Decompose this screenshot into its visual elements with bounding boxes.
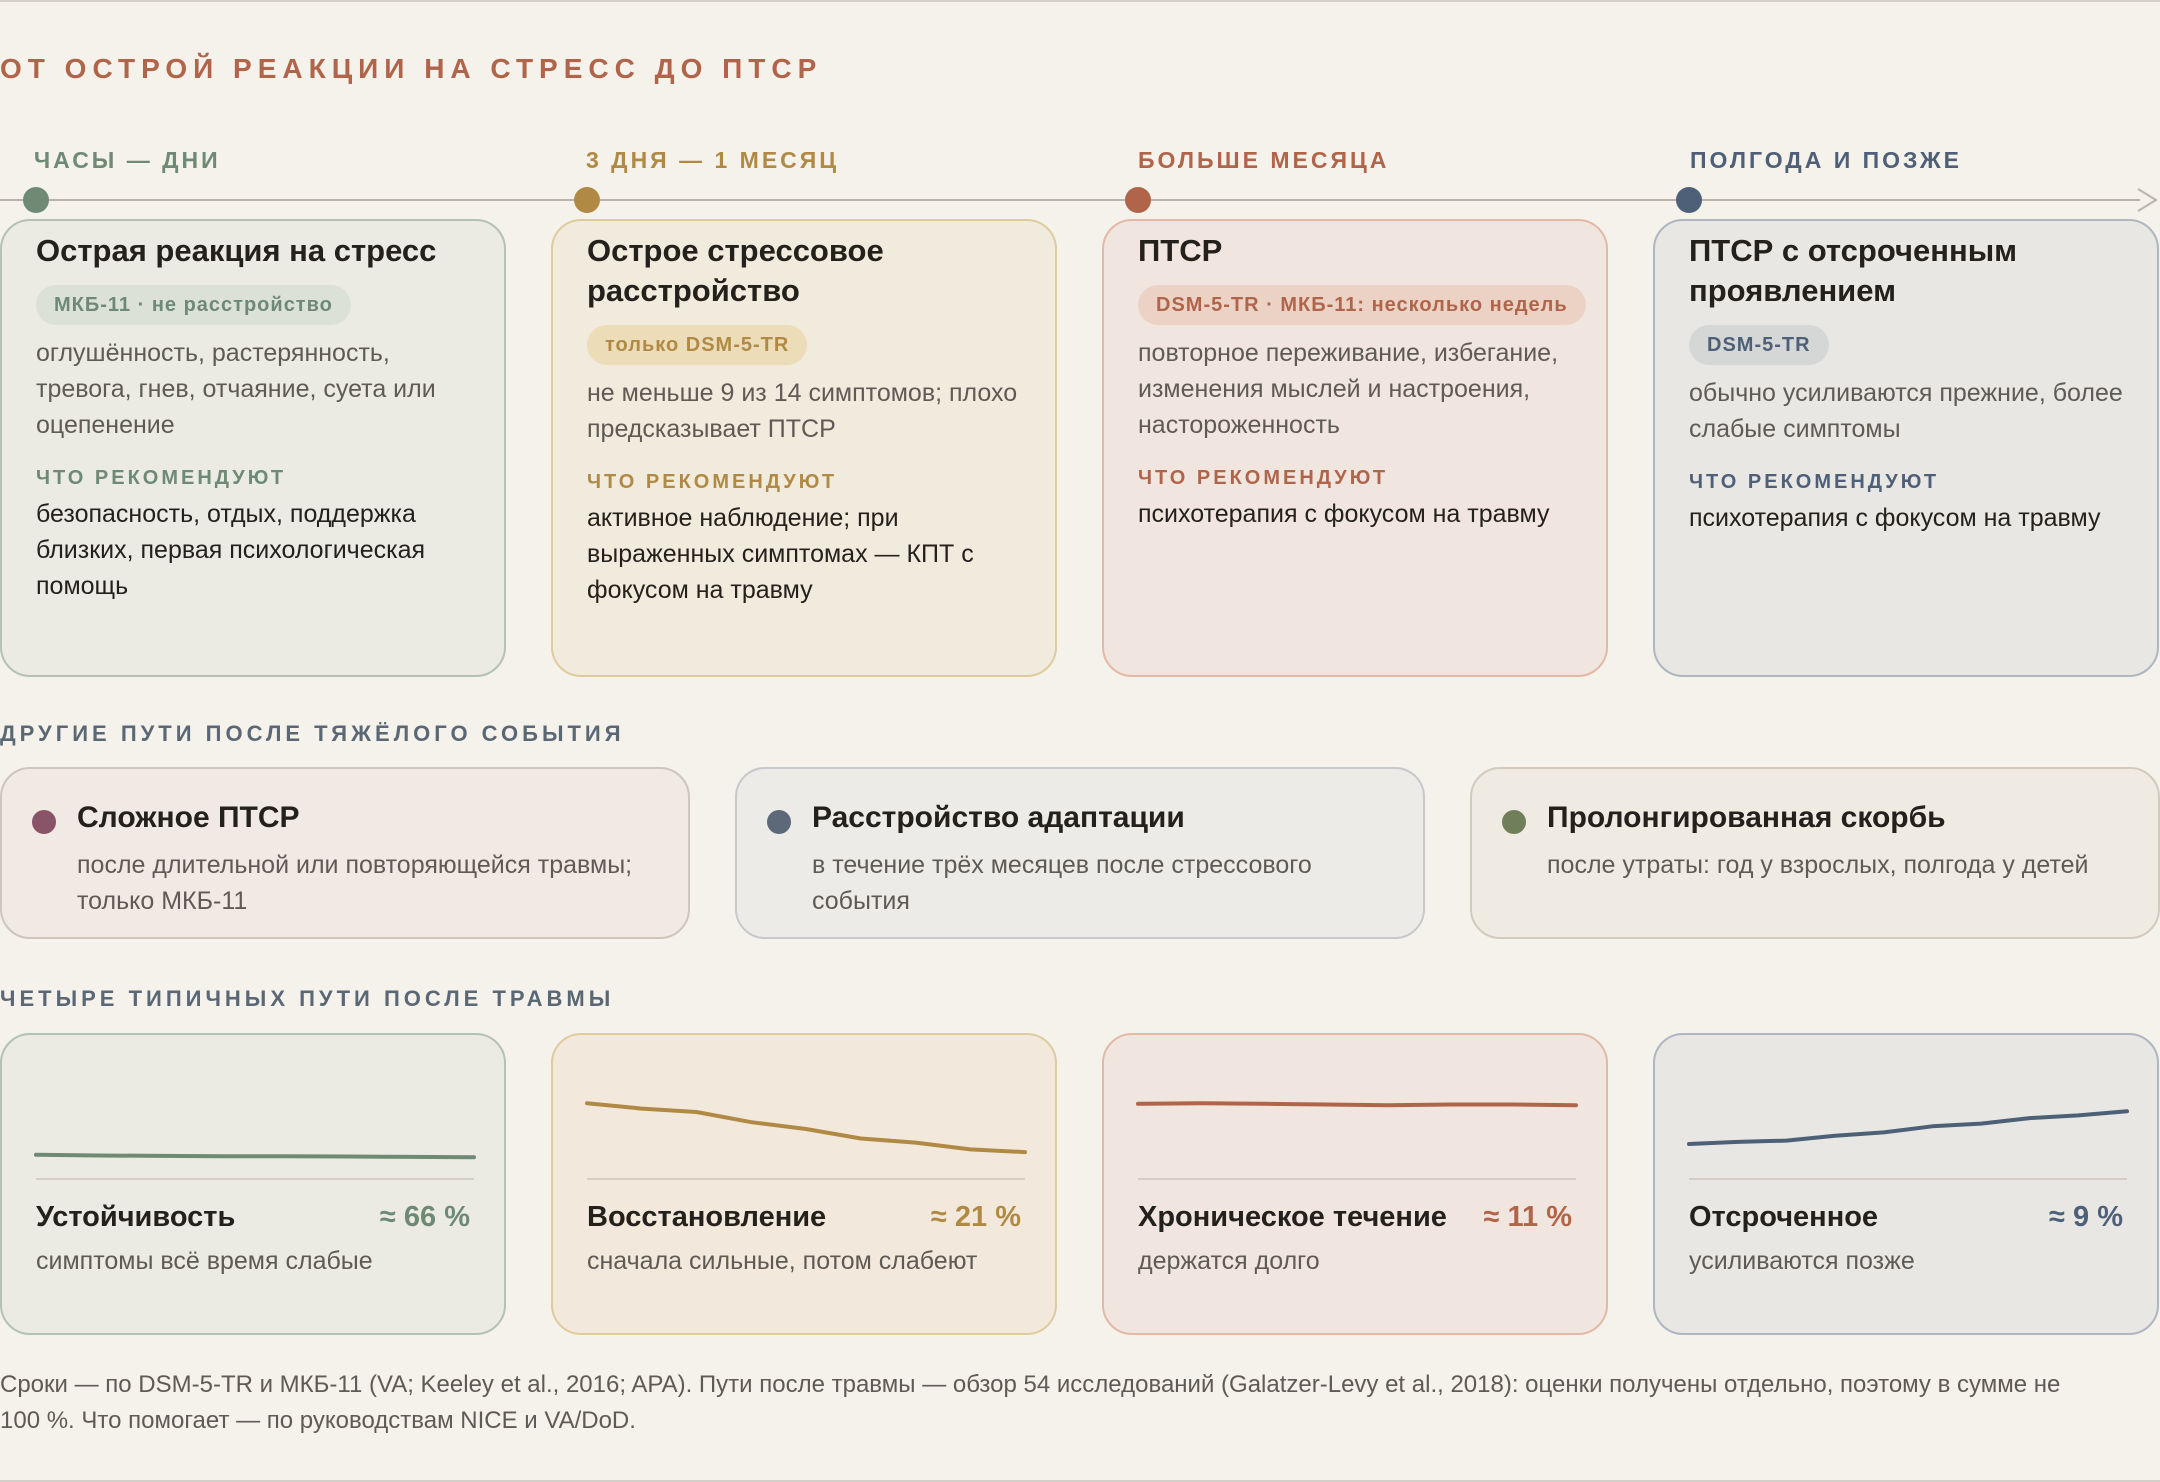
- timeline-period-label: БОЛЬШЕ МЕСЯЦА: [1138, 147, 1390, 173]
- classification-badge: только DSM-5-TR: [587, 325, 807, 365]
- trajectory-curve: [36, 1155, 474, 1157]
- trajectory-curve: [1689, 1111, 2127, 1144]
- trajectory-description: симптомы всё время слабые: [36, 1247, 373, 1275]
- timeline-marker: [1125, 187, 1151, 213]
- recommendation-text: психотерапия с фокусом на травму: [1138, 500, 1550, 528]
- recommendation-label: ЧТО РЕКОМЕНДУЮТ: [1689, 471, 1940, 493]
- timeline-period-label: 3 ДНЯ — 1 МЕСЯЦ: [586, 147, 840, 173]
- timeline-arrow-icon: [2126, 186, 2160, 214]
- trajectory-name: Хроническое течение: [1138, 1201, 1447, 1233]
- other-paths-heading: ДРУГИЕ ПУТИ ПОСЛЕ ТЯЖЁЛОГО СОБЫТИЯ: [0, 721, 625, 746]
- timeline-marker: [1676, 187, 1702, 213]
- path-marker: [32, 810, 56, 834]
- trajectory-share: ≈ 11 %: [1483, 1201, 1572, 1233]
- path-card-adjustment-disorder: [735, 767, 1425, 939]
- trajectory-share: ≈ 9 %: [2049, 1201, 2123, 1233]
- path-description: после утраты: год у взрослых, полгода у детей: [1547, 851, 2089, 879]
- classification-badge: DSM-5-TR · МКБ-11: несколько недель: [1138, 285, 1586, 325]
- stage-description: повторное переживание, избегание, изменения мыслей и настроения, настороженность: [1138, 339, 1559, 439]
- recommendation-label: ЧТО РЕКОМЕНДУЮТ: [587, 471, 838, 493]
- stage-card-acute-reaction: [0, 219, 506, 677]
- page-title: ОТ ОСТРОЙ РЕАКЦИИ НА СТРЕСС ДО ПТСР: [0, 53, 823, 84]
- trajectory-chart: [2, 1035, 508, 1195]
- stage-description: обычно усиливаются прежние, более слабые симптомы: [1689, 379, 2123, 443]
- trajectory-description: держатся долго: [1138, 1247, 1320, 1275]
- trajectory-chart: [1655, 1035, 2160, 1195]
- recommendation-label: ЧТО РЕКОМЕНДУЮТ: [1138, 467, 1389, 489]
- timeline-period-label: ЧАСЫ — ДНИ: [34, 147, 221, 173]
- trajectory-chart: [1104, 1035, 1610, 1195]
- trajectory-share: ≈ 21 %: [930, 1201, 1021, 1233]
- path-description: в течение трёх месяцев после стрессового события: [812, 851, 1312, 915]
- stage-title: Острая реакция на стресс: [36, 233, 437, 268]
- path-description: после длительной или повторяющейся травмы; только МКБ-11: [77, 851, 633, 915]
- top-border: [0, 0, 2160, 2]
- recommendation-text: активное наблюдение; при выраженных симптомах — КПТ с фокусом на травму: [587, 504, 974, 604]
- trajectory-card-resilience: [0, 1033, 506, 1335]
- divider: [587, 1178, 1025, 1180]
- recommendation-label: ЧТО РЕКОМЕНДУЮТ: [36, 467, 287, 489]
- recommendation-text: безопасность, отдых, поддержка близких, первая психологическая помощь: [36, 500, 426, 600]
- path-title: Сложное ПТСР: [77, 801, 300, 834]
- timeline-axis: [0, 199, 2140, 201]
- stage-card-delayed-ptsd: [1653, 219, 2159, 677]
- trajectory-card-chronic: [1102, 1033, 1608, 1335]
- trajectory-description: усиливаются позже: [1689, 1247, 1915, 1275]
- stage-title: ПТСР с отсроченным проявлением: [1689, 233, 2018, 308]
- path-marker: [1502, 810, 1526, 834]
- trajectory-name: Отсроченное: [1689, 1201, 1879, 1233]
- path-title: Расстройство адаптации: [812, 801, 1185, 834]
- path-title: Пролонгированная скорбь: [1547, 801, 1946, 834]
- stage-title: Острое стрессовое расстройство: [587, 233, 884, 308]
- stage-description: не меньше 9 из 14 симптомов; плохо предсказывает ПТСР: [587, 379, 1018, 443]
- sources-footnote: Сроки — по DSM-5-TR и МКБ-11 (VA; Keeley et al., 2016; APA). Пути после травмы — обзор 54 исследований (Galatzer-Levy et al., 2018): оценки получены отдельно, поэтому в сумме не 100 %. Что помогает — по руководствам NICE и VA/DoD.: [0, 1371, 2061, 1434]
- path-marker: [767, 810, 791, 834]
- timeline-marker: [23, 187, 49, 213]
- trajectories-heading: ЧЕТЫРЕ ТИПИЧНЫХ ПУТИ ПОСЛЕ ТРАВМЫ: [0, 986, 615, 1011]
- classification-badge: МКБ-11 · не расстройство: [36, 285, 351, 325]
- recommendation-text: психотерапия с фокусом на травму: [1689, 504, 2101, 532]
- trajectory-curve: [1138, 1103, 1576, 1105]
- trajectory-card-delayed: [1653, 1033, 2159, 1335]
- stage-card-ptsd: [1102, 219, 1608, 677]
- timeline-marker: [574, 187, 600, 213]
- path-card-prolonged-grief: [1470, 767, 2160, 939]
- trajectory-chart: [553, 1035, 1059, 1195]
- divider: [1138, 1178, 1576, 1180]
- trajectory-card-recovery: [551, 1033, 1057, 1335]
- classification-badge: DSM-5-TR: [1689, 325, 1829, 365]
- trajectory-curve: [587, 1103, 1025, 1152]
- stage-description: оглушённость, растерянность, тревога, гнев, отчаяние, суета или оцепенение: [36, 339, 436, 439]
- trajectory-name: Восстановление: [587, 1201, 827, 1233]
- trajectory-share: ≈ 66 %: [379, 1201, 470, 1233]
- trajectory-name: Устойчивость: [36, 1201, 236, 1233]
- timeline-period-label: ПОЛГОДА И ПОЗЖЕ: [1690, 147, 1963, 173]
- divider: [1689, 1178, 2127, 1180]
- path-card-complex-ptsd: [0, 767, 690, 939]
- stage-card-acute-stress-disorder: [551, 219, 1057, 677]
- trajectory-description: сначала сильные, потом слабеют: [587, 1247, 978, 1275]
- divider: [36, 1178, 474, 1180]
- stage-title: ПТСР: [1138, 233, 1223, 268]
